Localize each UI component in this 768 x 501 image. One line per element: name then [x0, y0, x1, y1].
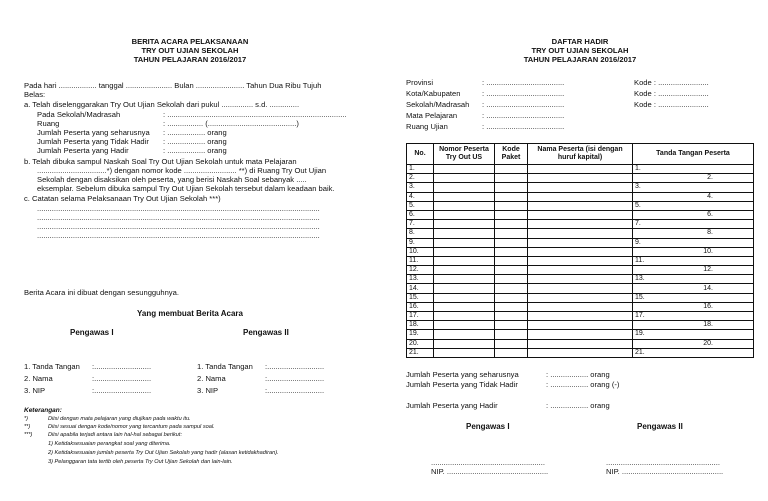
item-c-line: c. Catatan selama Pelaksanaan Try Out Ujian Sekolah ***) [24, 194, 221, 203]
row-number: 1. [407, 165, 434, 174]
cell-kode-paket [495, 165, 528, 174]
closing-statement: Berita Acara ini dibuat dengan sesungguhnya. [24, 288, 179, 297]
summary-value: : .................. orang [546, 370, 610, 379]
intro-line-1: Pada hari .................. tanggal ...................... Bulan ....................... Tahun Dua Ribu Tujuh [24, 81, 322, 90]
row-number: 5. [407, 201, 434, 210]
cell-kode-paket [495, 339, 528, 348]
field-value: : ..................................... [482, 100, 565, 109]
cell-signature: 5. [633, 201, 754, 210]
row-number: 15. [407, 293, 434, 302]
sign-value: :........................... [92, 362, 152, 371]
subnote: 2) Ketidaksesuaian jumlah peserta Try Out Ujian Sekolah yang hadir (alasan ketidakhadiran). [48, 450, 279, 456]
cell-nama-peserta [528, 201, 633, 210]
table-row [407, 238, 754, 247]
note-mark: **) [24, 424, 31, 430]
field-label: Sekolah/Madrasah [406, 100, 470, 109]
row-number: 11. [407, 256, 434, 265]
subnote: 1) Ketidaksesuaian perangkat soal yang diterima. [48, 441, 171, 447]
field-label: Ruang Ujian [406, 122, 448, 131]
row-number: 18. [407, 321, 434, 330]
sign-value: :........................... [265, 386, 325, 395]
cell-nama-peserta [528, 220, 633, 229]
item-a-line: a. Telah diselenggarakan Try Out Ujian Sekolah dari pukul ............... s.d. .............. [24, 100, 300, 109]
cell-nomor-peserta [434, 330, 495, 339]
cell-kode-paket [495, 256, 528, 265]
cell-nomor-peserta [434, 247, 495, 256]
cell-kode-paket [495, 220, 528, 229]
cell-nomor-peserta [434, 238, 495, 247]
summary-label: Jumlah Peserta yang Hadir [406, 401, 498, 410]
sign-label: 1. Tanda Tangan [197, 362, 253, 371]
row-number: 4. [407, 192, 434, 201]
row-value: : .................. orang [163, 137, 227, 146]
right-pengawas-1-label: Pengawas I [466, 422, 510, 431]
cell-nomor-peserta [434, 348, 495, 357]
cell-nomor-peserta [434, 321, 495, 330]
notes-title: Keterangan: [24, 407, 62, 414]
sign-value: :........................... [92, 386, 152, 395]
row-label: Pada Sekolah/Madrasah [37, 110, 121, 119]
attendance-table [406, 143, 754, 358]
row-number: 14. [407, 284, 434, 293]
row-value: : .................. orang [163, 128, 227, 137]
notes-dotted-line: ...................................................................................................................................... [37, 222, 320, 231]
cell-nomor-peserta [434, 174, 495, 183]
cell-kode-paket [495, 229, 528, 238]
row-label: Jumlah Peserta yang Hadir [37, 146, 129, 155]
sign-label: 2. Nama [24, 374, 53, 383]
cell-kode-paket [495, 275, 528, 284]
row-number: 6. [407, 210, 434, 219]
row-number: 16. [407, 302, 434, 311]
cell-signature: 13. [633, 275, 754, 284]
attendance-table-body [407, 165, 754, 358]
col-header-nama-peserta: Nama Peserta (isi dengan huruf kapital) [528, 144, 633, 165]
cell-signature: 2. [633, 174, 754, 183]
right-pengawas-1-nip: NIP. ................................................ [431, 467, 549, 476]
cell-nama-peserta [528, 284, 633, 293]
cell-nomor-peserta [434, 302, 495, 311]
item-b-line-2: .................................*) dengan nomor kode ......................... **) di Ruang Try Out Ujian [37, 166, 327, 175]
summary-label: Jumlah Peserta yang seharusnya [406, 370, 519, 379]
sign-label: 3. NIP [197, 386, 219, 395]
cell-signature: 1. [633, 165, 754, 174]
cell-nama-peserta [528, 210, 633, 219]
cell-nama-peserta [528, 183, 633, 192]
table-row [407, 229, 754, 238]
pengawas-2-label: Pengawas II [243, 328, 289, 337]
summary-label: Jumlah Peserta yang Tidak Hadir [406, 380, 518, 389]
row-number: 20. [407, 339, 434, 348]
notes-dotted-line: ...................................................................................................................................... [37, 213, 320, 222]
cell-nomor-peserta [434, 275, 495, 284]
cell-kode-paket [495, 174, 528, 183]
cell-nomor-peserta [434, 201, 495, 210]
row-number: 9. [407, 238, 434, 247]
cell-signature: 18. [633, 321, 754, 330]
cell-nama-peserta [528, 339, 633, 348]
col-header-nomor-peserta: Nomor Peserta Try Out US [434, 144, 495, 165]
cell-nama-peserta [528, 266, 633, 275]
field-kode: Kode : ........................ [634, 89, 709, 98]
note-text: Diisi sesuai dengan kode/nomor yang tercantum pada sampul soal. [48, 424, 215, 430]
field-label: Kota/Kabupaten [406, 89, 461, 98]
cell-signature: 4. [633, 192, 754, 201]
sign-value: :........................... [265, 374, 325, 383]
left-title-2: TRY OUT UJIAN SEKOLAH [141, 46, 239, 55]
row-value: : ................. (..........................................) [163, 119, 299, 128]
subnote: 3) Pelanggaran tata tertib oleh peserta Try Out Ujian Sekolah dan lain-lain. [48, 459, 233, 465]
cell-signature: 9. [633, 238, 754, 247]
cell-nama-peserta [528, 275, 633, 284]
cell-nama-peserta [528, 238, 633, 247]
row-number: 8. [407, 229, 434, 238]
row-number: 13. [407, 275, 434, 284]
cell-nomor-peserta [434, 165, 495, 174]
cell-kode-paket [495, 201, 528, 210]
field-kode: Kode : ........................ [634, 100, 709, 109]
cell-kode-paket [495, 284, 528, 293]
notes-dotted-line: ...................................................................................................................................... [37, 231, 320, 240]
attendance-table-header [407, 144, 754, 165]
table-row [407, 302, 754, 311]
sign-label: 2. Nama [197, 374, 226, 383]
row-label: Ruang [37, 119, 60, 128]
cell-kode-paket [495, 312, 528, 321]
item-b-line-3: Sekolah dengan disaksikan oleh peserta, yang berisi Naskah Soal sebanyak ..... [37, 175, 307, 184]
intro-line-2: Belas: [24, 90, 46, 99]
right-pengawas-1-signature-line: ...................................................... [431, 458, 545, 467]
cell-nama-peserta [528, 302, 633, 311]
cell-nomor-peserta [434, 220, 495, 229]
table-row [407, 220, 754, 229]
cell-nama-peserta [528, 229, 633, 238]
right-title-3: TAHUN PELAJARAN 2016/2017 [523, 55, 637, 64]
cell-kode-paket [495, 321, 528, 330]
cell-signature: 6. [633, 210, 754, 219]
cell-nomor-peserta [434, 284, 495, 293]
table-row [407, 183, 754, 192]
item-b-line-4: eksemplar. Sebelum dibuka sampul Try Out Ujian Sekolah tersebut dalam keadaan baik. [37, 184, 335, 193]
row-label: Jumlah Peserta yang Tidak Hadir [37, 137, 149, 146]
note-text: Diisi apabila terjadi antara lain hal-hal sebagai berikut: [48, 432, 183, 438]
cell-kode-paket [495, 330, 528, 339]
cell-kode-paket [495, 302, 528, 311]
right-pengawas-2-signature-line: ...................................................... [606, 458, 720, 467]
right-pengawas-2-nip: NIP. ................................................ [606, 467, 724, 476]
cell-nomor-peserta [434, 229, 495, 238]
field-kode: Kode : ........................ [634, 78, 709, 87]
field-value: : ..................................... [482, 122, 565, 131]
cell-kode-paket [495, 266, 528, 275]
item-b-line-1: b. Telah dibuka sampul Naskah Soal Try Out Ujian Sekolah untuk mata Pelajaran [24, 157, 297, 166]
cell-nama-peserta [528, 192, 633, 201]
cell-signature: 7. [633, 220, 754, 229]
row-value: : .................. orang [163, 146, 227, 155]
row-label: Jumlah Peserta yang seharusnya [37, 128, 150, 137]
row-number: 12. [407, 266, 434, 275]
left-title-3: TAHUN PELAJARAN 2016/2017 [133, 55, 247, 64]
cell-kode-paket [495, 293, 528, 302]
cell-signature: 15. [633, 293, 754, 302]
table-row [407, 247, 754, 256]
note-mark: ***) [24, 432, 33, 438]
col-header-tanda-tangan: Tanda Tangan Peserta [633, 144, 754, 165]
cell-signature: 17. [633, 312, 754, 321]
cell-nama-peserta [528, 330, 633, 339]
cell-signature: 10. [633, 247, 754, 256]
cell-kode-paket [495, 348, 528, 357]
cell-nama-peserta [528, 293, 633, 302]
cell-nama-peserta [528, 174, 633, 183]
cell-signature: 20. [633, 339, 754, 348]
cell-nomor-peserta [434, 256, 495, 265]
right-pengawas-2-label: Pengawas II [637, 422, 683, 431]
col-header-kode-paket: Kode Paket [495, 144, 528, 165]
left-title-1: BERITA ACARA PELAKSANAAN [131, 37, 249, 46]
cell-nama-peserta [528, 247, 633, 256]
sign-label: 1. Tanda Tangan [24, 362, 80, 371]
table-row [407, 348, 754, 357]
cell-nama-peserta [528, 312, 633, 321]
cell-nama-peserta [528, 321, 633, 330]
right-title-2: TRY OUT UJIAN SEKOLAH [531, 46, 629, 55]
cell-nama-peserta [528, 165, 633, 174]
cell-kode-paket [495, 210, 528, 219]
cell-signature: 21. [633, 348, 754, 357]
sign-value: :........................... [92, 374, 152, 383]
cell-nomor-peserta [434, 192, 495, 201]
row-number: 21. [407, 348, 434, 357]
table-row [407, 284, 754, 293]
table-row [407, 275, 754, 284]
cell-kode-paket [495, 247, 528, 256]
note-mark: *) [24, 416, 29, 422]
row-value: : ..................................................................................... [163, 110, 347, 119]
table-row [407, 165, 754, 174]
summary-value: : .................. orang [546, 401, 610, 410]
sign-value: :........................... [265, 362, 325, 371]
cell-kode-paket [495, 192, 528, 201]
row-number: 3. [407, 183, 434, 192]
maker-title: Yang membuat Berita Acara [137, 309, 243, 318]
field-label: Provinsi [406, 78, 434, 87]
cell-signature: 16. [633, 302, 754, 311]
note-text: Diisi dengan mata pelajaran yang diujikan pada waktu itu. [48, 416, 191, 422]
table-row [407, 330, 754, 339]
cell-nomor-peserta [434, 293, 495, 302]
right-title-1: DAFTAR HADIR [551, 37, 609, 46]
field-value: : ..................................... [482, 78, 565, 87]
cell-signature: 11. [633, 256, 754, 265]
cell-signature: 12. [633, 266, 754, 275]
field-value: : ..................................... [482, 111, 565, 120]
pengawas-1-label: Pengawas I [70, 328, 114, 337]
row-number: 17. [407, 312, 434, 321]
col-header-no: No. [407, 144, 434, 165]
sign-label: 3. NIP [24, 386, 46, 395]
cell-nomor-peserta [434, 183, 495, 192]
table-row [407, 339, 754, 348]
field-value: : ..................................... [482, 89, 565, 98]
cell-signature: 3. [633, 183, 754, 192]
table-row [407, 293, 754, 302]
cell-nomor-peserta [434, 210, 495, 219]
notes-dotted-line: ...................................................................................................................................... [37, 204, 320, 213]
table-row [407, 312, 754, 321]
table-row [407, 174, 754, 183]
cell-signature: 19. [633, 330, 754, 339]
table-row [407, 321, 754, 330]
table-row [407, 210, 754, 219]
table-row [407, 192, 754, 201]
cell-signature: 8. [633, 229, 754, 238]
cell-nomor-peserta [434, 339, 495, 348]
cell-kode-paket [495, 183, 528, 192]
cell-kode-paket [495, 238, 528, 247]
row-number: 10. [407, 247, 434, 256]
cell-nama-peserta [528, 348, 633, 357]
cell-nomor-peserta [434, 312, 495, 321]
row-number: 2. [407, 174, 434, 183]
summary-value: : .................. orang (-) [546, 380, 620, 389]
cell-signature: 14. [633, 284, 754, 293]
cell-nomor-peserta [434, 266, 495, 275]
table-row [407, 256, 754, 265]
row-number: 19. [407, 330, 434, 339]
table-row [407, 201, 754, 210]
cell-nama-peserta [528, 256, 633, 265]
field-label: Mata Pelajaran [406, 111, 458, 120]
row-number: 7. [407, 220, 434, 229]
table-row [407, 266, 754, 275]
